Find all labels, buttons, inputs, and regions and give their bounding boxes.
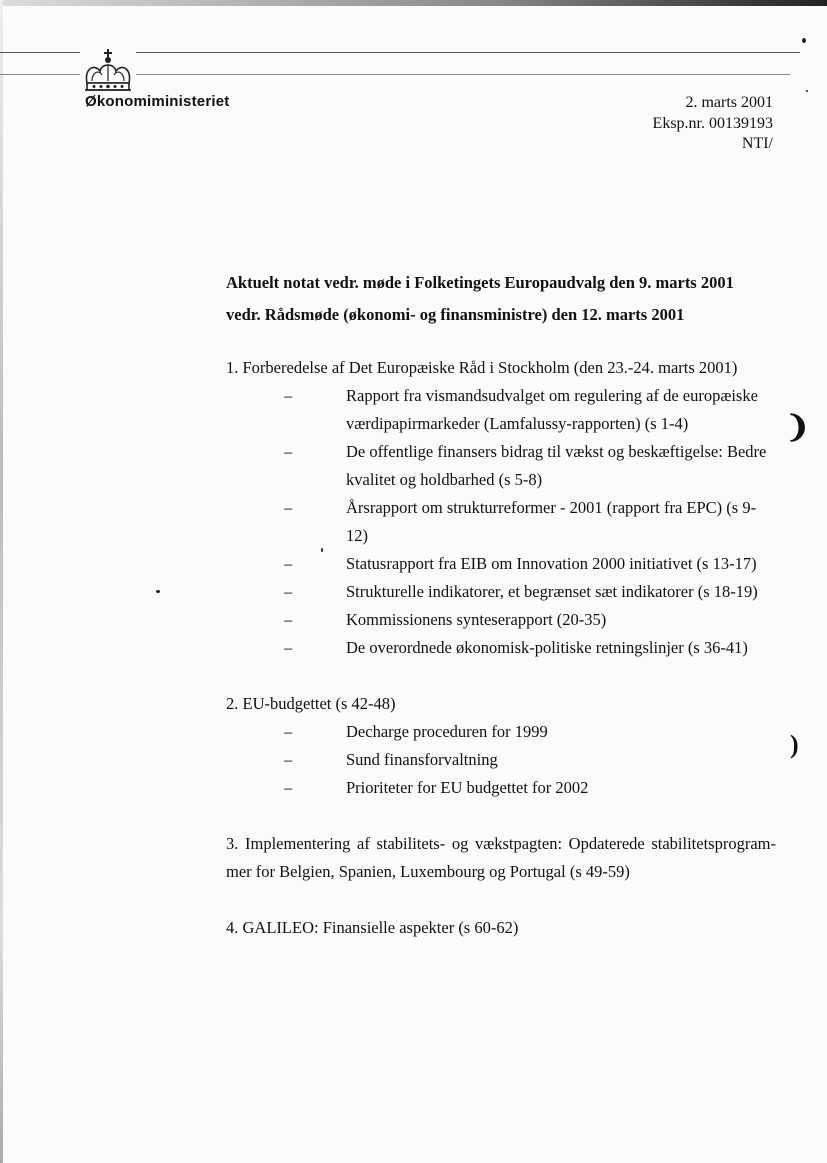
list-item-text: Strukturelle indikatorer, et begrænset sæt indikatorer (s 18-19)	[346, 582, 758, 601]
scan-edge-top	[0, 0, 827, 6]
section-1-heading: 1. Forberedelse af Det Europæiske Råd i Stockholm (den 23.-24. marts 2001)	[226, 358, 738, 377]
document-title	[226, 267, 786, 331]
scan-mark: )	[790, 730, 799, 759]
list-item-text: værdipapirmarkeder (Lamfalussy-rapporten) (s 1-4)	[346, 414, 689, 433]
scan-speck	[156, 590, 160, 593]
list-dash: –	[284, 386, 293, 405]
scan-edge-left	[0, 0, 3, 1163]
list-item-text: Decharge proceduren for 1999	[346, 722, 548, 741]
list-item-text: Årsrapport om strukturreformer - 2001 (rapport fra EPC) (s 9-	[346, 498, 757, 517]
section-4-heading: 4. GALILEO: Finansielle aspekter (s 60-62)	[226, 918, 519, 937]
list-item-text: Sund finansforvaltning	[346, 750, 498, 769]
scan-mark: ❩	[785, 411, 811, 444]
section-3-line-2: mer for Belgien, Spanien, Luxembourg og Portugal (s 49-59)	[226, 862, 630, 881]
title-line-1: Aktuelt notat vedr. møde i Folketingets Europaudvalg den 9. marts 2001	[226, 273, 734, 292]
list-item-text: kvalitet og holdbarhed (s 5-8)	[346, 470, 543, 489]
list-item-text: De overordnede økonomisk-politiske retningslinjer (s 36-41)	[346, 638, 748, 657]
list-dash: –	[284, 442, 293, 461]
list-dash: –	[284, 750, 293, 769]
document-date: 2. marts 2001	[685, 94, 773, 111]
section-2-heading: 2. EU-budgettet (s 42-48)	[226, 694, 396, 713]
list-dash: –	[284, 610, 293, 629]
list-item-text: 12)	[346, 526, 368, 545]
list-dash: –	[284, 582, 293, 601]
scan-speck	[321, 548, 323, 552]
author-initials: NTI/	[741, 135, 773, 152]
section-3-heading	[226, 830, 776, 886]
list-item-text: Rapport fra vismandsudvalget om regulering af de europæiske	[346, 386, 758, 405]
list-item-text: Kommissionens synteserapport (20-35)	[346, 610, 607, 629]
royal-crown-logo-icon	[80, 47, 136, 97]
list-dash: –	[284, 722, 293, 741]
list-item-text: Statusrapport fra EIB om Innovation 2000 initiativet (s 13-17)	[346, 554, 757, 573]
list-dash: –	[284, 498, 293, 517]
list-dash: –	[284, 554, 293, 573]
list-dash: –	[284, 638, 293, 657]
section-3-line-1: 3. Implementering af stabilitets- og vækstpagten: Opdaterede stabilitetsprogram-	[226, 834, 776, 853]
document-meta	[653, 93, 773, 155]
list-dash: –	[284, 778, 293, 797]
list-item-text: Prioriteter for EU budgettet for 2002	[346, 778, 589, 797]
reference-number: Eksp.nr. 00139193	[652, 114, 773, 132]
ministry-name: Økonomiministeriet	[85, 93, 230, 110]
scan-speck	[806, 90, 808, 92]
list-item-text: De offentlige finansers bidrag til vækst og beskæftigelse: Bedre	[346, 442, 767, 461]
scan-speck	[802, 38, 806, 43]
title-line-2: vedr. Rådsmøde (økonomi- og finansministre) den 12. marts 2001	[226, 305, 685, 324]
